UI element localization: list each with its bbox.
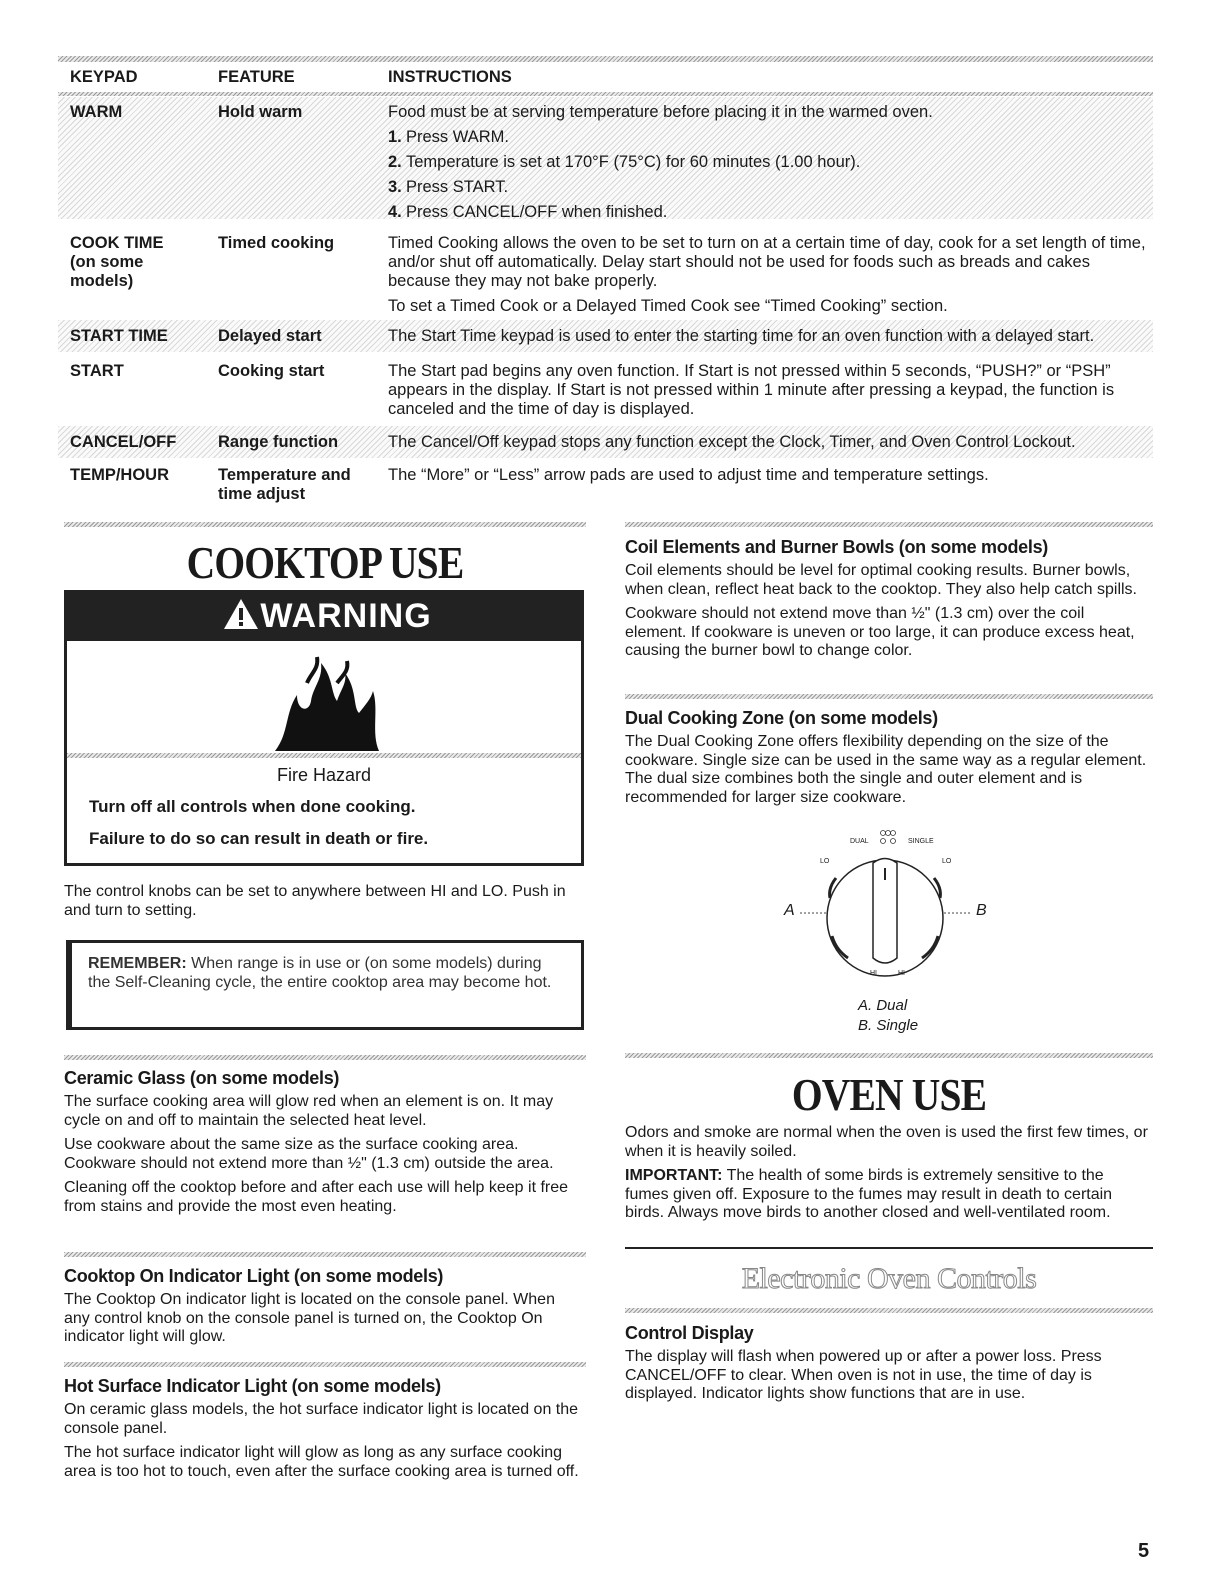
cooktop-title-wrap [64, 536, 586, 589]
section-heading: Control Display [625, 1323, 754, 1343]
paragraph: Odors and smoke are normal when the oven is used the first few times, or when it is heavily soiled. [625, 1124, 1148, 1160]
warning-box [64, 590, 584, 866]
control-display-section [625, 1323, 1150, 1410]
warning-label-wrap [207, 597, 447, 636]
diagram-callout-b: B [976, 902, 987, 919]
knobs-text: The control knobs can be set to anywhere between HI and LO. Push in and turn to setting. [64, 883, 566, 919]
section-heading: Hot Surface Indicator Light (on some models) [64, 1376, 441, 1396]
header-feature: FEATURE [218, 68, 295, 86]
keypad-cell: WARM [70, 103, 123, 121]
section-heading: Ceramic Glass (on some models) [64, 1068, 340, 1088]
instruction-text: Timed Cooking allows the oven to be set to turn on at a certain time of day, cook for a set length of time, and/or shut off automatically. Delay start should not be used for foods such as breads and cakes because they may not bake properly. [388, 234, 1146, 290]
remember-label: REMEMBER: [88, 955, 187, 972]
fire-icon [267, 653, 387, 753]
step-item: 3. Press START. [388, 178, 509, 196]
dual-zone-diagram [770, 828, 1000, 988]
knobs-text-block [64, 883, 584, 926]
instructions-cell [388, 433, 1148, 458]
warning-banner [67, 593, 581, 641]
instruction-text: The “More” or “Less” arrow pads are used to adjust time and temperature settings. [388, 466, 989, 484]
section-rule [625, 1053, 1153, 1058]
instructions-cell [388, 466, 1148, 491]
oven-intro [625, 1124, 1150, 1229]
section-rule [64, 1055, 586, 1060]
remember-content [88, 955, 565, 998]
controls-title: Electronic Oven Controls [741, 1262, 1037, 1295]
remember-text: When range is in use or (on some models) during the Self-Cleaning cycle, the entire cooktop area may become hot. [88, 955, 552, 991]
diagram-label: SINGLE [908, 838, 934, 845]
caption-b: B. Single [858, 1017, 919, 1034]
header-instructions: INSTRUCTIONS [388, 68, 512, 86]
keypad-cell: START [70, 362, 124, 380]
section-rule [625, 522, 1153, 527]
diagram-label: DUAL [850, 838, 869, 845]
table-header-rule [58, 92, 1153, 96]
instruction-text: The Start Time keypad is used to enter the starting time for an oven function with a delayed start. [388, 327, 1095, 345]
header-keypad: KEYPAD [70, 68, 138, 86]
section-rule [625, 1308, 1153, 1313]
section-heading: Dual Cooking Zone (on some models) [625, 708, 938, 728]
remember-box [66, 940, 584, 1030]
ceramic-section [64, 1068, 584, 1222]
diagram-label: HI [898, 970, 905, 977]
diagram-label: HI [870, 970, 877, 977]
paragraph: Use cookware about the same size as the surface cooking area. Cookware should not extend more than ½" (1.3 cm) outside the area. [64, 1136, 554, 1172]
section-rule [625, 694, 1153, 699]
section-rule [64, 522, 586, 527]
instructions-cell [388, 362, 1148, 425]
paragraph: The hot surface indicator light will glow as long as any surface cooking area is too hot to touch, even after the surface cooking area is turned off. [64, 1444, 579, 1480]
keypad-cell: COOK TIME (on some models) [70, 234, 164, 290]
section-rule [64, 1362, 586, 1367]
instructions-cell [388, 103, 1148, 228]
important-paragraph [625, 1167, 1150, 1223]
indicator-section [64, 1266, 584, 1353]
control-knob-icon [770, 828, 1000, 988]
hot-surface-section [64, 1376, 584, 1487]
table-top-rule [58, 56, 1153, 62]
step-list [388, 128, 1148, 222]
paragraph: The Dual Cooking Zone offers flexibility depending on the size of the cookware. Single size can be used in the same way as a regular element. The dual size combines both the single and outer element and is recommended for larger size cookware. [625, 733, 1147, 806]
section-rule [64, 1252, 586, 1257]
paragraph: The display will flash when powered up or after a power loss. Press CANCEL/OFF to clear. When oven is not in use, the time of day is displayed. Indicator lights show functions that are in use. [625, 1348, 1102, 1402]
dual-section [625, 708, 1150, 813]
feature-cell: Hold warm [218, 103, 303, 121]
instruction-text: The Cancel/Off keypad stops any function except the Clock, Timer, and Oven Control Lockout. [388, 433, 1076, 451]
section-title: OVEN USE [791, 1069, 987, 1120]
important-text: The health of some birds is extremely sensitive to the fumes given off. Exposure to the fumes may result in death to certain birds. Always move birds to another closed and well-ventilated room. [625, 1167, 1113, 1221]
section-heading: Coil Elements and Burner Bowls (on some models) [625, 537, 1048, 557]
section-heading: Cooktop On Indicator Light (on some models) [64, 1266, 444, 1286]
section-divider [625, 1247, 1153, 1249]
diagram-callout-a: A [784, 902, 795, 919]
step-item: 1. Press WARM. [388, 128, 509, 146]
warning-triangle-icon [222, 597, 260, 631]
instruction-text: The Start pad begins any oven function. If Start is not pressed within 5 seconds, “PUSH?” or “PSH” appears in the display. If Start is not pressed within 1 minute after pressing a keypad, the function is canceled and the time of day is displayed. [388, 362, 1115, 418]
paragraph: The Cooktop On indicator light is located on the console panel. When any control knob on the console panel is turned on, the Cooktop On indicator light will glow. [64, 1291, 555, 1345]
keypad-cell: TEMP/HOUR [70, 466, 169, 484]
step-item: 2. Temperature is set at 170°F (75°C) for 60 minutes (1.00 hour). [388, 153, 861, 171]
paragraph: Coil elements should be level for optimal cooking results. Burner bowls, when clean, reflect heat back to the cooktop. They also help catch spills. [625, 562, 1137, 598]
diagram-label: LO [942, 858, 952, 865]
caption-a: A. Dual [858, 997, 908, 1014]
warning-separator [67, 753, 581, 758]
oven-title-wrap [625, 1068, 1153, 1121]
diagram-label: LO [820, 858, 830, 865]
fire-hazard-label: Fire Hazard [276, 765, 372, 785]
feature-cell: Temperature and time adjust [218, 466, 351, 503]
paragraph: Cleaning off the cooktop before and after each use will help keep it free from stains and provide the most even heating. [64, 1179, 569, 1215]
warning-banner-text: WARNING [260, 597, 432, 635]
feature-cell: Cooking start [218, 362, 325, 380]
page-number: 5 [1138, 1540, 1150, 1562]
instructions-cell [388, 234, 1148, 322]
paragraph: On ceramic glass models, the hot surface indicator light is located on the console panel. [64, 1401, 579, 1437]
feature-cell: Range function [218, 433, 339, 451]
warning-line-1: Turn off all controls when done cooking. [89, 797, 416, 816]
important-label: IMPORTANT: [625, 1167, 723, 1184]
diagram-caption [858, 996, 918, 1036]
paragraph: Cookware should not extend move than ½" (1.3 cm) over the coil element. If cookware is uneven or too large, it can produce excess heat, causing the burner bowl to change color. [625, 605, 1135, 659]
paragraph: The surface cooking area will glow red when an element is on. It may cycle on and off to maintain the selected heat level. [64, 1093, 554, 1129]
coil-section [625, 537, 1150, 667]
instructions-cell [388, 327, 1148, 352]
instruction-intro: Food must be at serving temperature before placing it in the warmed oven. [388, 103, 933, 121]
section-title: COOKTOP USE [186, 537, 464, 588]
feature-cell: Timed cooking [218, 234, 335, 252]
keypad-cell: START TIME [70, 327, 168, 345]
feature-cell: Delayed start [218, 327, 322, 345]
step-item: 4. Press CANCEL/OFF when finished. [388, 203, 668, 221]
warning-line-2: Failure to do so can result in death or fire. [89, 829, 429, 848]
keypad-cell: CANCEL/OFF [70, 433, 177, 451]
instruction-text: To set a Timed Cook or a Delayed Timed Cook see “Timed Cooking” section. [388, 297, 948, 315]
